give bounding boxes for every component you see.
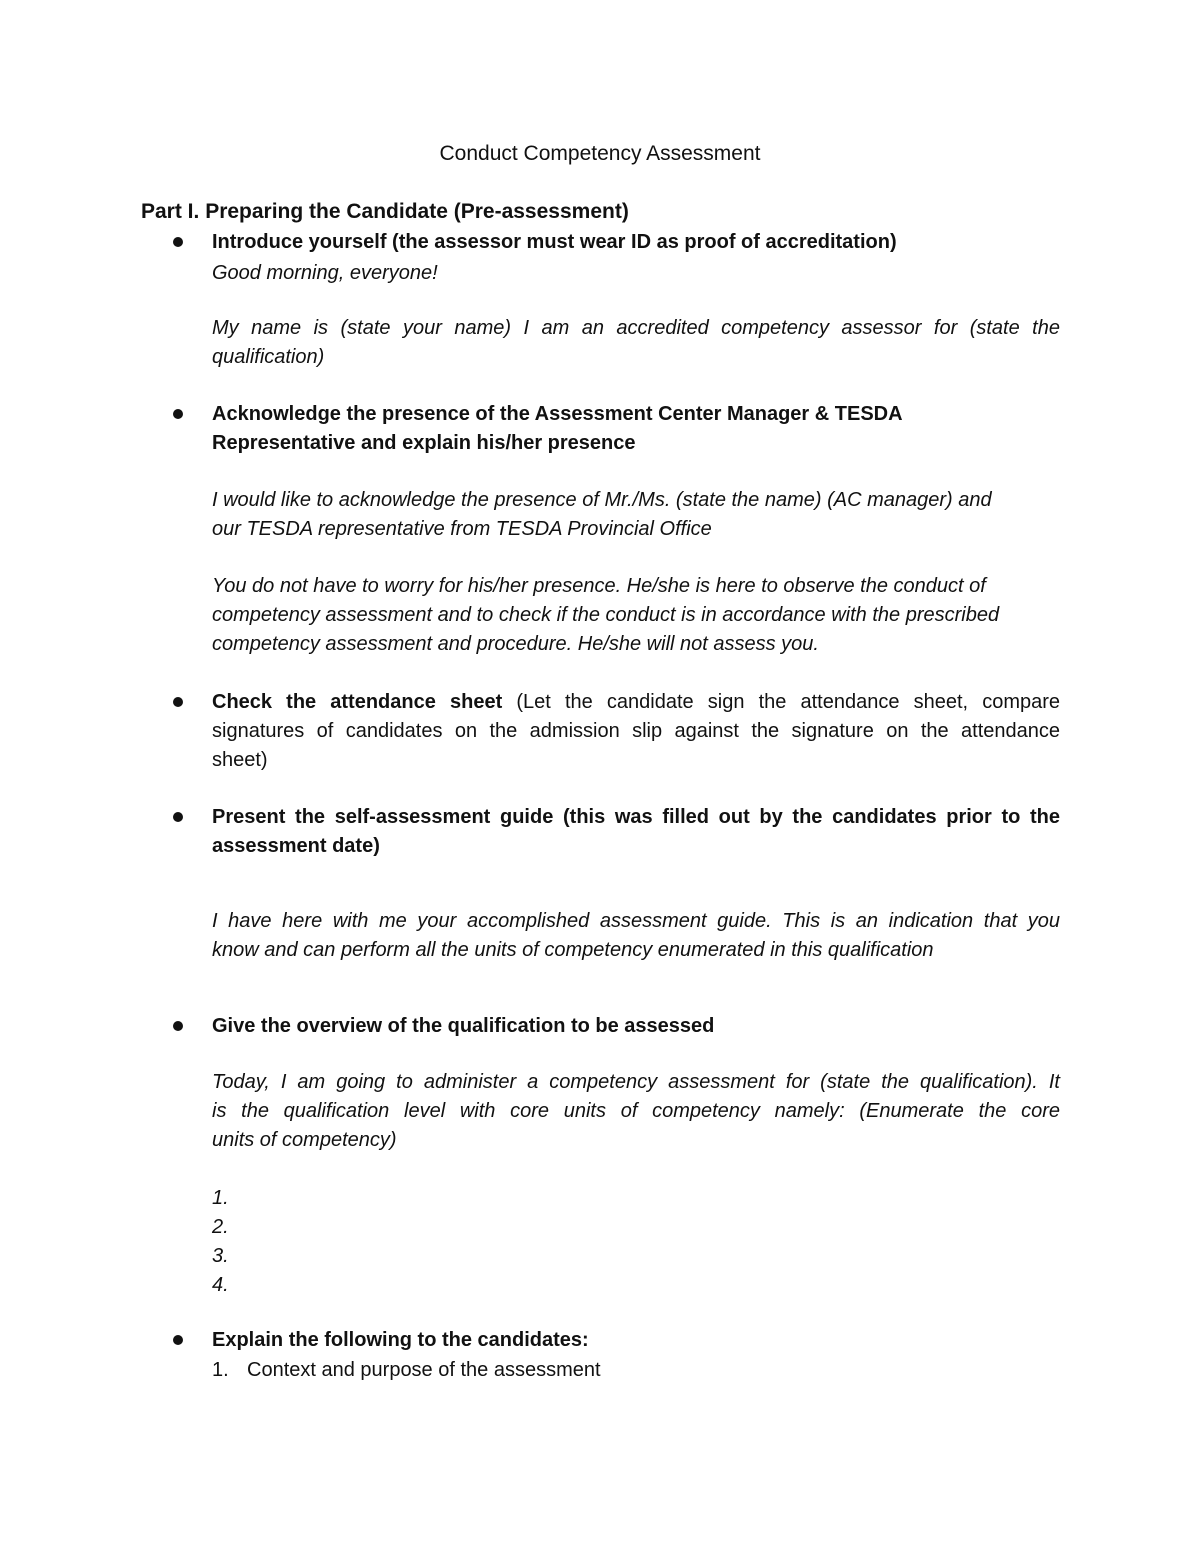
section-heading-introduce: Introduce yourself (the assessor must wear ID as proof of accreditation) <box>212 231 897 253</box>
part-heading: Part I. Preparing the Candidate (Pre-assessment) <box>141 200 629 223</box>
self-assessment-paragraph-line: I have here with me your accomplished assessment guide. This is an indication that you <box>212 910 1060 932</box>
section-heading-self-assessment-cont: assessment date) <box>212 835 380 857</box>
section-heading-acknowledge: Acknowledge the presence of the Assessment Center Manager & TESDA <box>212 403 903 425</box>
overview-paragraph-line: Today, I am going to administer a competency assessment for (state the qualification). It <box>212 1071 1060 1093</box>
section-heading-self-assessment: Present the self-assessment guide (this was filled out by the candidates prior to the <box>212 806 1060 828</box>
bullet-icon <box>173 409 183 419</box>
bullet-icon <box>173 1335 183 1345</box>
presence-paragraph-line: competency assessment and to check if the conduct is in accordance with the prescribed <box>212 604 1000 626</box>
core-unit-number: 3. <box>212 1245 229 1267</box>
document-title: Conduct Competency Assessment <box>439 142 761 165</box>
core-unit-number: 1. <box>212 1187 229 1209</box>
explain-item-number: 1. <box>212 1359 229 1381</box>
bullet-icon <box>173 697 183 707</box>
intro-paragraph-line: qualification) <box>212 346 325 368</box>
self-assessment-paragraph-line: know and can perform all the units of competency enumerated in this qualification <box>212 939 934 961</box>
presence-paragraph-line: competency assessment and procedure. He/she will not assess you. <box>212 633 819 655</box>
attendance-line <box>212 688 1060 717</box>
explain-item-text: Context and purpose of the assessment <box>247 1359 601 1381</box>
section-heading-acknowledge-cont: Representative and explain his/her presence <box>212 432 636 454</box>
presence-paragraph-line: You do not have to worry for his/her presence. He/she is here to observe the conduct of <box>212 575 986 597</box>
intro-paragraph-line: My name is (state your name) I am an accredited competency assessor for (state the <box>212 317 1060 339</box>
overview-paragraph-line: units of competency) <box>212 1129 397 1151</box>
overview-paragraph-line: is the qualification level with core units of competency namely: (Enumerate the core <box>212 1100 1060 1122</box>
bullet-icon <box>173 237 183 247</box>
attendance-instruction: (Let the candidate sign the attendance sheet, compare <box>502 691 1061 713</box>
section-heading-explain: Explain the following to the candidates: <box>212 1329 589 1351</box>
core-unit-number: 2. <box>212 1216 229 1238</box>
section-heading-overview: Give the overview of the qualification to be assessed <box>212 1015 715 1037</box>
greeting-text: Good morning, everyone! <box>212 262 438 284</box>
acknowledge-paragraph-line: our TESDA representative from TESDA Provincial Office <box>212 518 712 540</box>
attendance-line: signatures of candidates on the admission slip against the signature on the attendance <box>212 720 1060 742</box>
attendance-line: sheet) <box>212 749 268 771</box>
bullet-icon <box>173 1021 183 1031</box>
acknowledge-paragraph-line: I would like to acknowledge the presence of Mr./Ms. (state the name) (AC manager) and <box>212 489 992 511</box>
section-heading-attendance: Check the attendance sheet <box>212 691 503 713</box>
bullet-icon <box>173 812 183 822</box>
core-unit-number: 4. <box>212 1274 229 1296</box>
